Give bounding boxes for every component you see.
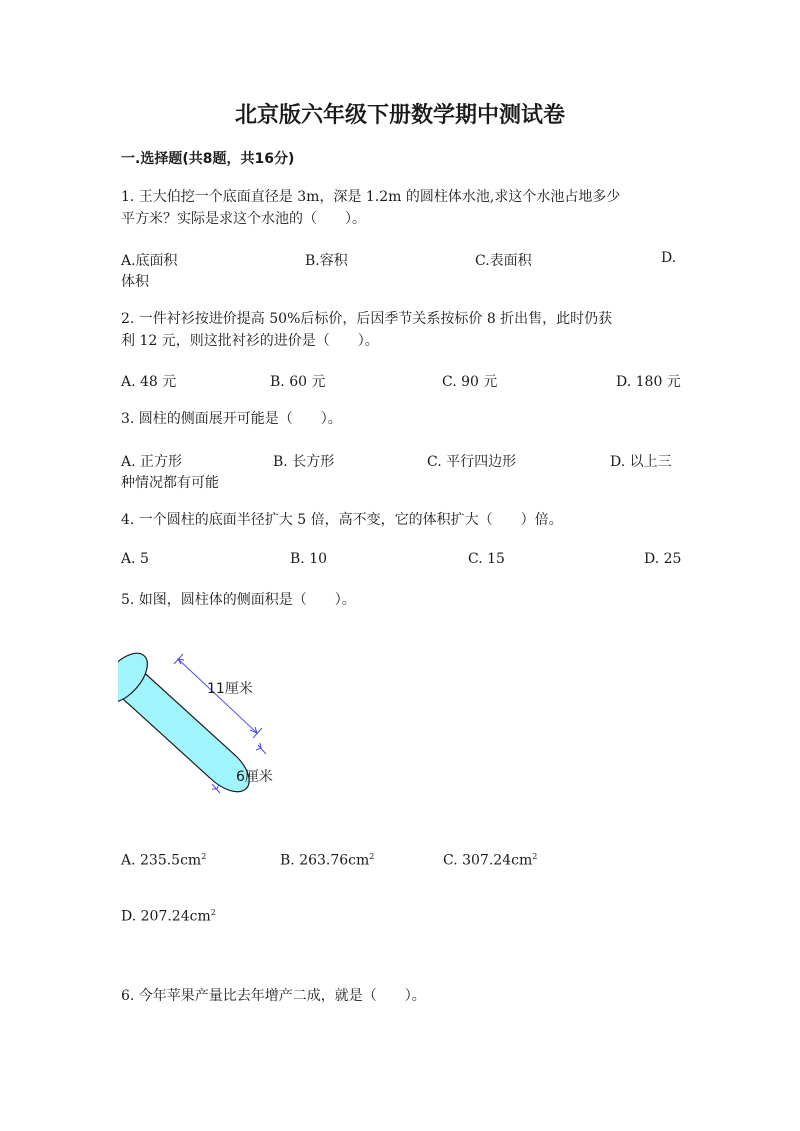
section-heading: 一.选择题(共8题，共16分) <box>121 151 295 167</box>
question-5-option-c: C. $307.24cm^2$ <box>443 852 538 869</box>
length-label: 11厘米 <box>207 681 253 697</box>
question-2-option-a: A. 48 元 <box>121 374 177 390</box>
question-5-option-d: D. $207.24cm^2$ <box>121 908 216 925</box>
question-1-option-b: B.容积 <box>305 253 348 269</box>
question-4-line-1: 4. 一个圆柱的底面半径扩大 5 倍，高不变，它的体积扩大（ ）倍。 <box>121 512 563 528</box>
question-4-option-c: C. 15 <box>468 551 505 567</box>
question-1-option-d: D. <box>661 250 677 266</box>
question-4-option-b: B. 10 <box>290 551 328 567</box>
question-6-line-1: 6. 今年苹果产量比去年增产二成，就是（ ）。 <box>121 988 426 1004</box>
question-3-option-a: A. 正方形 <box>121 454 183 470</box>
question-1-option-c: C.表面积 <box>475 253 532 269</box>
question-5-option-b: B. $263.76cm^2$ <box>280 852 375 869</box>
question-2-option-d: D. 180 元 <box>616 374 681 390</box>
question-1-option-a: A.底面积 <box>121 253 178 269</box>
question-3-option-b: B. 长方形 <box>273 454 335 470</box>
page-title: 北京版六年级下册数学期中测试卷 <box>234 103 565 128</box>
question-2-option-c: C. 90 元 <box>442 374 498 390</box>
question-5-option-a: A. $235.5cm^2$ <box>121 852 207 869</box>
question-2-line-2: 利 12 元，则这批衬衫的进价是（ ）。 <box>121 333 379 349</box>
question-1-line-1: 1. 王大伯挖一个底面直径是 3m，深是 1.2m 的圆柱体水池,求这个水池占地多少 <box>121 189 621 205</box>
question-3-option-c: C. 平行四边形 <box>427 454 517 470</box>
diameter-label: 6厘米 <box>236 769 273 785</box>
question-1-option-d-wrap: 体积 <box>121 274 149 290</box>
question-4-option-a: A. 5 <box>121 551 149 567</box>
question-3-line-1: 3. 圆柱的侧面展开可能是（ ）。 <box>121 411 342 427</box>
question-3-option-d: D. 以上三 <box>610 454 672 470</box>
question-3-option-d-wrap: 种情况都有可能 <box>121 475 219 491</box>
question-1-line-2: 平方米？实际是求这个水池的（ ）。 <box>121 211 366 227</box>
question-2-line-1: 2. 一件衬衫按进价提高 50%后标价，后因季节关系按标价 8 折出售，此时仍获 <box>121 311 613 327</box>
question-5-line-1: 5. 如图，圆柱体的侧面积是（ ）。 <box>121 592 356 608</box>
question-2-option-b: B. 60 元 <box>270 374 326 390</box>
question-4-option-d: D. 25 <box>644 551 682 567</box>
